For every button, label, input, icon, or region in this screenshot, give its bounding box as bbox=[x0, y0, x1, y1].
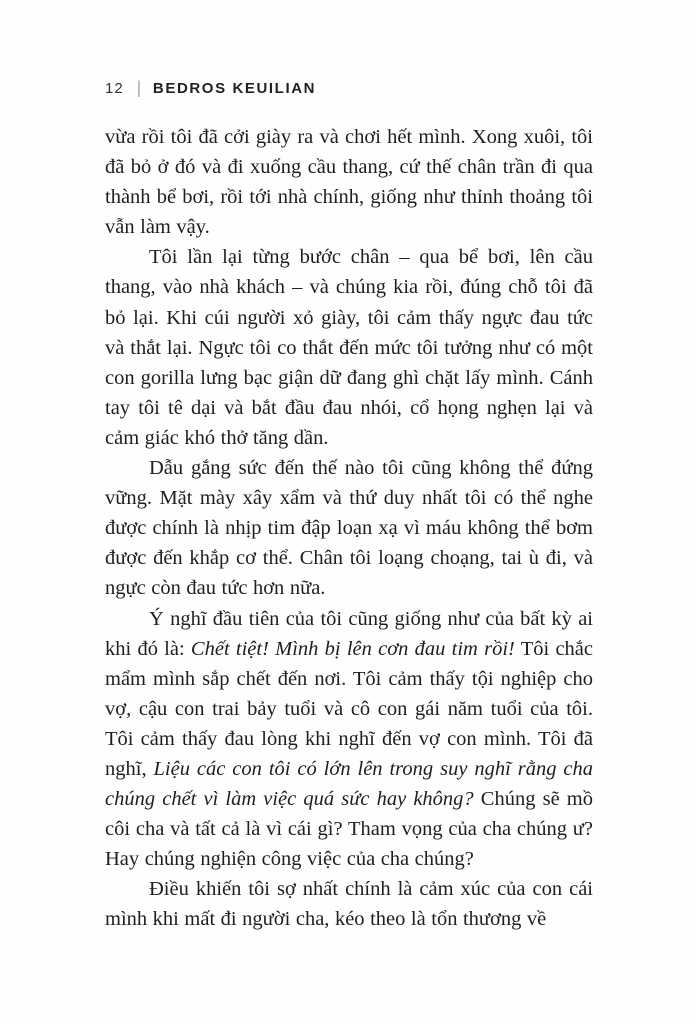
text-run: Ý nghĩ đầu tiên của tôi cũng giống như của bất kỳ ai khi đó là: bbox=[105, 607, 593, 660]
text-run: vừa rồi tôi đã cởi giày ra và chơi hết mình. Xong xuôi, tôi đã bỏ ở đó và đi xuống cầu thang, cứ thế chân trần đi qua thành bể bơi, rồi tới nhà chính, giống như thỉnh thoảng tôi vẫn làm vậy. bbox=[105, 126, 593, 239]
text-run: Dẫu gắng sức đến thế nào tôi cũng không thể đứng vững. Mặt mày xây xẩm và thứ duy nhất tôi có thể nghe được chính là nhịp tim đập loạn xạ vì máu không thể bơm được đến khắp cơ thể. Chân tôi loạng choạng, tai ù đi, và ngực còn đau tức hơn nữa. bbox=[105, 457, 593, 600]
running-title: BEDROS KEUILIAN bbox=[152, 80, 317, 97]
paragraph bbox=[105, 453, 593, 603]
italic-text-run: Liệu các con tôi có lớn lên trong suy nghĩ rằng cha chúng chết vì làm việc quá sức hay không? bbox=[105, 757, 594, 811]
paragraph bbox=[105, 122, 593, 242]
paragraph bbox=[105, 604, 593, 875]
page-number: 12 bbox=[105, 80, 124, 97]
page-header bbox=[105, 80, 593, 98]
text-run: Tôi lần lại từng bước chân – qua bể bơi, lên cầu thang, vào nhà khách – và chúng kia rồi, đúng chỗ tôi đã bỏ lại. Khi cúi người xỏ giày, tôi cảm thấy ngực đau tức và thắt lại. Ngực tôi co thắt đến mức tôi tưởng như có một con gorilla lưng bạc giận dữ đang ghì chặt lấy mình. Cánh tay tôi tê dại và bắt đầu đau nhói, cổ họng nghẹn lại và cảm giác khó thở tăng dần. bbox=[105, 246, 593, 449]
page-body bbox=[105, 122, 593, 935]
text-run: Chúng sẽ mồ côi cha và tất cả là vì cái gì? Tham vọng của cha chúng ư? Hay chúng nghiện công việc của cha chúng? bbox=[105, 788, 593, 871]
paragraph bbox=[105, 242, 593, 453]
italic-text-run: Chết tiệt! Mình bị lên cơn đau tim rồi! bbox=[190, 637, 515, 660]
text-run: Điều khiến tôi sợ nhất chính là cảm xúc của con cái mình khi mất đi người cha, kéo theo là tổn thương về bbox=[105, 878, 593, 931]
text-run: Tôi chắc mẩm mình sắp chết đến nơi. Tôi cảm thấy tội nghiệp cho vợ, cậu con trai bảy tuổi và cô con gái năm tuổi của tôi. Tôi cảm thấy đau lòng khi nghĩ đến vợ con mình. Tôi đã nghĩ, bbox=[105, 637, 593, 780]
paragraph bbox=[105, 874, 593, 934]
header-separator: | bbox=[137, 78, 141, 99]
